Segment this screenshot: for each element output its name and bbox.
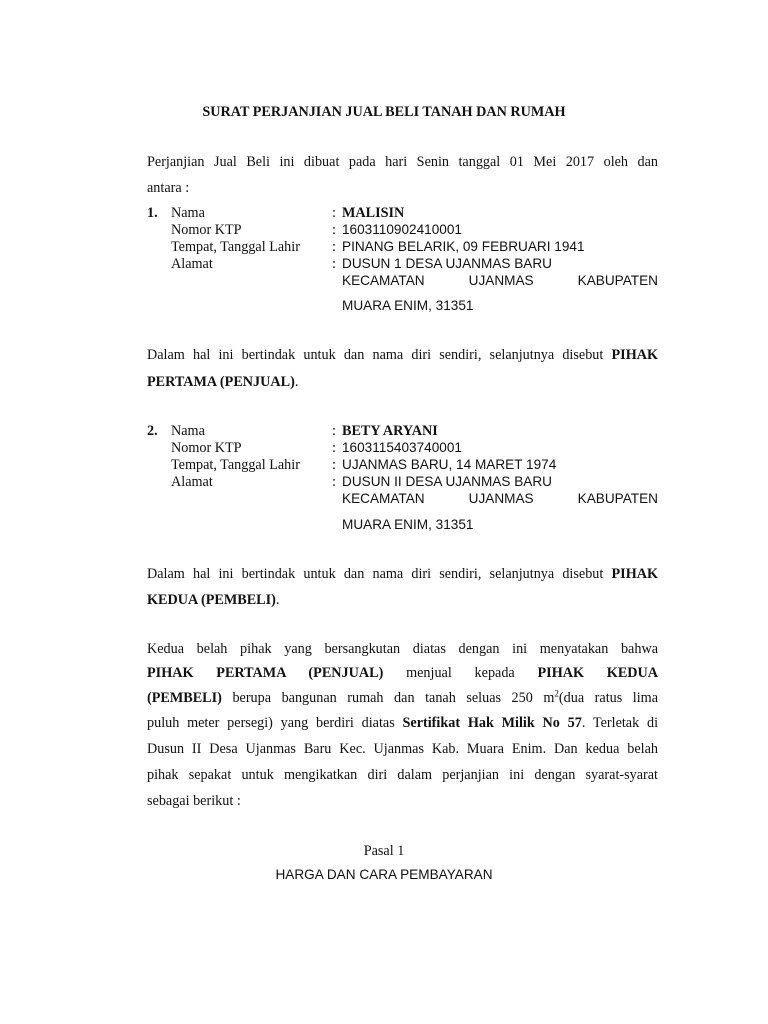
agreement-line-2 [147, 664, 658, 682]
agreement-luas [232, 690, 658, 706]
party-1-alamat-colon: : [332, 256, 336, 272]
party-1-alamat-line-1: DUSUN 1 DESA UJANMAS BARU [342, 256, 552, 271]
party-1-role-period: . [294, 374, 299, 390]
party-2-alamat-line-1: DUSUN II DESA UJANMAS BARU [342, 474, 552, 489]
agreement-line-1: Kedua belah pihak yang bersangkutan diatas dengan ini menyatakan bahwa [147, 641, 658, 657]
intro-line-2: antara : [147, 180, 190, 196]
party-1-ttl-value: PINANG BELARIK, 09 FEBRUARI 1941 [342, 239, 585, 254]
party-1-ktp-colon: : [332, 222, 336, 238]
party-2-role-line-1 [147, 565, 658, 583]
agreement-luas-sup: 2 [554, 688, 559, 699]
party-1-ttl-label: Tempat, Tanggal Lahir [171, 239, 300, 255]
party-2-nama-value: BETY ARYANI [342, 423, 438, 439]
pasal-heading: HARGA DAN CARA PEMBAYARAN [275, 867, 493, 882]
party-1-ttl-colon: : [332, 239, 336, 255]
party-2-alamat-colon: : [332, 474, 336, 490]
agreement-luas-text: berupa bangunan rumah dan tanah seluas 250 m [232, 690, 555, 706]
party-1-nama-colon: : [332, 205, 336, 221]
agreement-pembeli: (PEMBELI) [147, 690, 222, 706]
party-1-role-pihak: PIHAK [611, 347, 659, 363]
party-1-role-line-2 [147, 373, 298, 391]
party-2-ktp-label: Nomor KTP [171, 440, 242, 456]
party-2-role-title: KEDUA (PEMBELI) [147, 592, 276, 608]
agreement-shm [403, 715, 659, 731]
party-1-role-text: Dalam hal ini bertindak untuk dan nama diri sendiri, selanjutnya disebut [147, 347, 604, 363]
party-2-ttl-value: UJANMAS BARU, 14 MARET 1974 [342, 457, 557, 472]
agreement-line-4 [147, 714, 658, 732]
party-2-alamat-label: Alamat [171, 474, 213, 490]
agreement-menjual: menjual kepada [406, 665, 515, 681]
party-2-role-pihak: PIHAK [611, 566, 659, 582]
party-2-ktp-value: 1603115403740001 [342, 440, 462, 455]
party-2-ttl-label: Tempat, Tanggal Lahir [171, 457, 300, 473]
agreement-line-7: sebagai berikut : [147, 793, 241, 809]
party-2-ttl-colon: : [332, 457, 336, 473]
party-1-alamat-line-2: KECAMATAN UJANMAS KABUPATEN [342, 273, 658, 288]
agreement-line-5: Dusun II Desa Ujanmas Baru Kec. Ujanmas Kab. Muara Enim. Dan kedua belah [147, 741, 658, 757]
agreement-luas-words: (dua ratus lima [558, 690, 659, 706]
party-2-nama-label: Nama [171, 423, 205, 439]
agreement-pihak-pertama: PIHAK PERTAMA (PENJUAL) [147, 665, 384, 681]
agreement-sertifikat: Sertifikat Hak Milik No 57 [402, 715, 582, 731]
party-1-alamat-line-3: MUARA ENIM, 31351 [342, 298, 474, 313]
party-2-role-line-2 [147, 591, 279, 609]
party-2-alamat-line-3: MUARA ENIM, 31351 [342, 517, 474, 532]
party-1-ktp-value: 1603110902410001 [342, 222, 462, 237]
party-1-role-title: PERTAMA (PENJUAL) [147, 374, 295, 390]
party-1-nama-label: Nama [171, 205, 205, 221]
intro-line-1: Perjanjian Jual Beli ini dibuat pada hari Senin tanggal 01 Mei 2017 oleh dan [147, 154, 658, 170]
party-2-ktp-colon: : [332, 440, 336, 456]
document-title: SURAT PERJANJIAN JUAL BELI TANAH DAN RUMAH [202, 104, 566, 120]
party-1-ktp-label: Nomor KTP [171, 222, 242, 238]
party-1-role-line-1 [147, 346, 658, 364]
party-1-alamat-label: Alamat [171, 256, 213, 272]
pasal-number: Pasal 1 [363, 843, 405, 859]
party-2-role-text: Dalam hal ini bertindak untuk dan nama diri sendiri, selanjutnya disebut [147, 566, 604, 582]
party-2-role-period: . [275, 592, 280, 608]
agreement-line-6: pihak sepakat untuk mengikatkan diri dalam perjanjian ini dengan syarat-syarat [147, 767, 658, 783]
agreement-line-3 [147, 689, 658, 707]
party-2-alamat-line-2: KECAMATAN UJANMAS KABUPATEN [342, 491, 658, 506]
party-1-number: 1. [147, 205, 158, 221]
agreement-terletak: . Terletak di [581, 715, 659, 731]
party-1-nama-value: MALISIN [342, 205, 405, 221]
agreement-pihak-kedua: PIHAK KEDUA [537, 665, 659, 681]
agreement-berdiri: puluh meter persegi) yang berdiri diatas [147, 715, 395, 731]
party-2-number: 2. [147, 423, 158, 439]
party-2-nama-colon: : [332, 423, 336, 439]
